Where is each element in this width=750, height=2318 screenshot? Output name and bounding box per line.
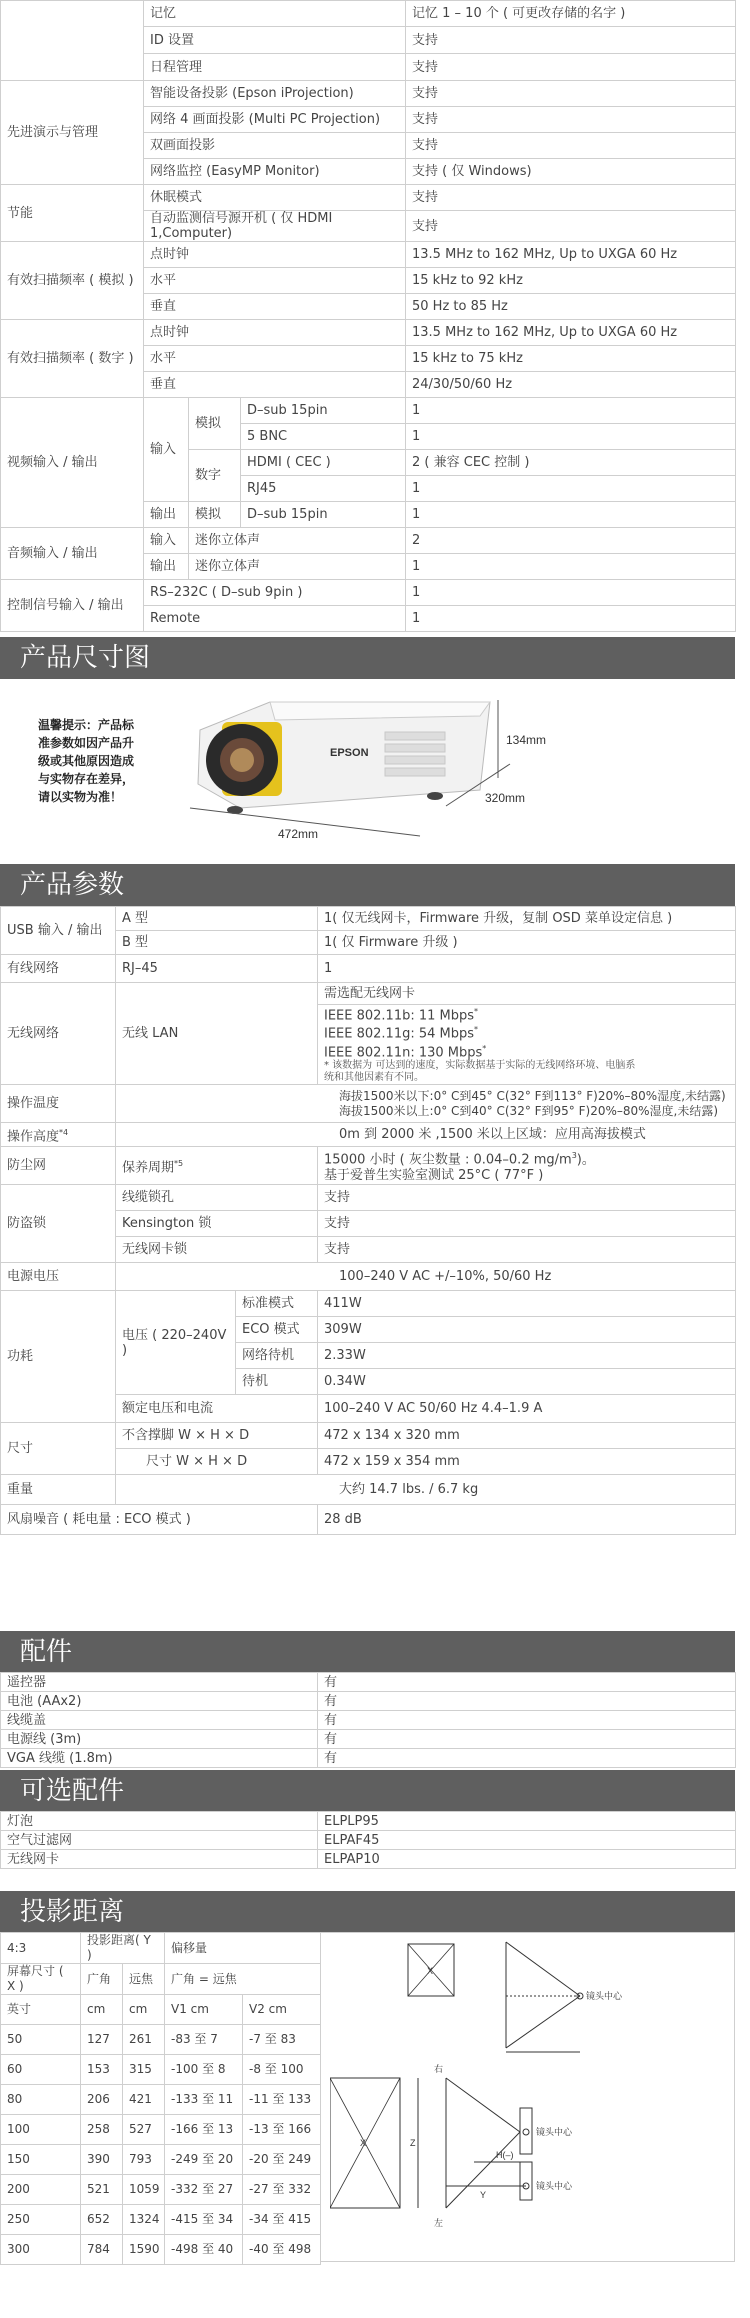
spec-key: 双画面投影	[144, 133, 406, 159]
table-row	[1, 1423, 736, 1449]
section-banner-params: 产品参数	[0, 864, 735, 906]
superscript: 3	[571, 1151, 577, 1161]
spec-key: 垂直	[144, 372, 406, 398]
spec-group: 控制信号输入 / 输出	[1, 580, 144, 632]
spec-group: 音频输入 / 输出	[1, 528, 144, 580]
spec-value: 472 x 134 x 320 mm	[318, 1423, 736, 1449]
spec-value: 支持	[318, 1185, 736, 1211]
table-cell: -415 至 34	[165, 2205, 243, 2235]
table-cell: -100 至 8	[165, 2055, 243, 2085]
table-header: 4:3	[1, 1933, 81, 1964]
table-cell: -133 至 11	[165, 2085, 243, 2115]
spec-value: 支持	[318, 1237, 736, 1263]
spec-key: 灯泡	[1, 1812, 318, 1831]
spec-key: 网络待机	[236, 1343, 318, 1369]
spec-value: 2.33W	[318, 1343, 736, 1369]
section-banner-dimensions: 产品尺寸图	[0, 637, 735, 679]
spec-key: A 型	[116, 907, 318, 931]
spec-key: 垂直	[144, 294, 406, 320]
table-cell: 1324	[123, 2205, 165, 2235]
spec-key: 休眠模式	[144, 185, 406, 211]
spec-key-label: 保养周期	[122, 1160, 175, 1176]
spec-group	[1, 1123, 116, 1147]
table-row	[1, 1673, 736, 1692]
accessories-table	[0, 1672, 736, 1768]
table-cell: -8 至 100	[243, 2055, 321, 2085]
spec-value: 大约 14.7 lbs. / 6.7 kg	[116, 1475, 736, 1505]
footnote: * 该数据为 可达到的速度，实际数据基于实际的无线网络环境、电脑系	[324, 1059, 636, 1071]
spec-key: 无线 LAN	[116, 983, 318, 1085]
spec-key: 点时钟	[144, 320, 406, 346]
table-header: 广角	[81, 1964, 123, 1995]
spec-value: 1	[406, 398, 736, 424]
spec-value: 支持	[406, 27, 736, 54]
spec-value: 28 dB	[318, 1505, 736, 1535]
spec-key: 日程管理	[144, 54, 406, 81]
dimension-tip	[38, 716, 158, 806]
table-row	[1, 1505, 736, 1535]
table-header: 投影距离( Y )	[81, 1933, 165, 1964]
spec-value: 1	[406, 424, 736, 450]
footnote-mark: *5	[174, 1158, 184, 1168]
spec-value: 411W	[318, 1291, 736, 1317]
spec-key: 5 BNC	[241, 424, 406, 450]
spec-key: RS–232C ( D–sub 9pin )	[144, 580, 406, 606]
spec-key: D–sub 15pin	[241, 398, 406, 424]
spec-value: 1( 仅 Firmware 升级 )	[318, 931, 736, 955]
table-cell: 258	[81, 2115, 123, 2145]
spec-group: 功耗	[1, 1291, 116, 1423]
spec-value: 100–240 V AC 50/60 Hz 4.4–1.9 A	[318, 1395, 736, 1423]
spec-value: 支持	[318, 1211, 736, 1237]
table-cell: -11 至 133	[243, 2085, 321, 2115]
spec-group: 有效扫描频率 ( 数字 )	[1, 320, 144, 398]
table-row	[1, 2055, 321, 2085]
table-cell: 793	[123, 2145, 165, 2175]
table-header: 远焦	[123, 1964, 165, 1995]
spec-subgroup: 输出	[144, 502, 189, 528]
table-cell: 421	[123, 2085, 165, 2115]
spec-group: 尺寸	[1, 1423, 116, 1475]
table-row	[1, 907, 736, 931]
spec-key: 自动监测信号源开机 ( 仅 HDMI 1,Computer)	[144, 211, 406, 242]
spec-key	[116, 1147, 318, 1185]
spec-value: 1	[406, 476, 736, 502]
left-label: 左	[434, 2218, 444, 2228]
table-header: 英寸	[1, 1995, 81, 2025]
spec-subgroup: 数字	[189, 450, 241, 502]
table-cell: 521	[81, 2175, 123, 2205]
table-row	[1, 2115, 321, 2145]
brand-logo: EPSON	[330, 747, 369, 759]
spec-key: 迷你立体声	[189, 554, 406, 580]
spec-value: 有	[318, 1673, 736, 1692]
table-row	[1, 1, 736, 27]
spec-value: 13.5 MHz to 162 MHz, Up to UXGA 60 Hz	[406, 320, 736, 346]
table-row	[1, 398, 736, 424]
table-row	[1, 1291, 736, 1317]
spec-group-cell	[1, 1, 144, 81]
tip-line: 准参数如因产品升	[38, 736, 135, 750]
spec-value: 1	[406, 554, 736, 580]
spec-value: 需选配无线网卡	[318, 983, 736, 1005]
x-label: X	[427, 1966, 434, 1976]
h-label: H(–)	[496, 2150, 514, 2160]
spec-group: 操作温度	[1, 1085, 116, 1123]
height-label: 134mm	[506, 733, 547, 747]
wireless-spec-line: IEEE 802.11g: 54 Mbps	[324, 1026, 475, 1042]
spec-value: 支持 ( 仅 Windows)	[406, 159, 736, 185]
spec-key: 线缆盖	[1, 1711, 318, 1730]
table-cell: 390	[81, 2145, 123, 2175]
spec-key: 网络监控 (EasyMP Monitor)	[144, 159, 406, 185]
table-cell: -166 至 13	[165, 2115, 243, 2145]
spec-key: 标准模式	[236, 1291, 318, 1317]
spec-value	[318, 1147, 736, 1185]
spec-value: 支持	[406, 185, 736, 211]
spec-value: 有	[318, 1749, 736, 1768]
spec-group-label: 操作高度	[7, 1129, 60, 1145]
table-row	[1, 1730, 736, 1749]
spec-group: 有效扫描频率 ( 模拟 )	[1, 242, 144, 320]
spec-value: 有	[318, 1730, 736, 1749]
spec-group: 风扇噪音 ( 耗电量 : ECO 模式 )	[1, 1505, 318, 1535]
spec-value: 有	[318, 1692, 736, 1711]
spec-group: 防尘网	[1, 1147, 116, 1185]
spec-key: 空气过滤网	[1, 1831, 318, 1850]
footnote-mark: *4	[59, 1127, 69, 1137]
table-cell: -40 至 498	[243, 2235, 321, 2265]
params-table	[0, 906, 736, 1535]
spec-value: 50 Hz to 85 Hz	[406, 294, 736, 320]
spec-value-text: 15000 小时 ( 灰尘数量 : 0.04–0.2 mg/m	[324, 1152, 572, 1168]
spec-group: USB 输入 / 输出	[1, 907, 116, 955]
table-cell: 206	[81, 2085, 123, 2115]
section-banner-distance: 投影距离	[0, 1891, 735, 1933]
table-row	[1, 1263, 736, 1291]
spec-value: 2 ( 兼容 CEC 控制 )	[406, 450, 736, 476]
spec-value: 13.5 MHz to 162 MHz, Up to UXGA 60 Hz	[406, 242, 736, 268]
table-row	[1, 1692, 736, 1711]
spec-key: D–sub 15pin	[241, 502, 406, 528]
spec-value: 309W	[318, 1317, 736, 1343]
spec-key: RJ–45	[116, 955, 318, 983]
spec-value: 支持	[406, 133, 736, 159]
spec-value: 15 kHz to 75 kHz	[406, 346, 736, 372]
footnote-mark: *	[482, 1043, 487, 1053]
spec-group: 有线网络	[1, 955, 116, 983]
spec-subgroup: 输入	[144, 398, 189, 502]
spec-value-text: )。	[576, 1152, 595, 1168]
spec-key: 输入	[144, 528, 189, 554]
spec-value: 1	[406, 606, 736, 632]
footnote: 统和其他因素有不同。	[324, 1071, 424, 1083]
table-cell: 100	[1, 2115, 81, 2145]
spec-value: 1	[406, 580, 736, 606]
spec-key: 无线网卡	[1, 1850, 318, 1869]
table-header: V1 cm	[165, 1995, 243, 2025]
spec-key: 额定电压和电流	[116, 1395, 318, 1423]
spec-value: 支持	[406, 81, 736, 107]
spec-value: 支持	[406, 211, 736, 242]
spec-key: 电池 (AAx2)	[1, 1692, 318, 1711]
table-cell: 784	[81, 2235, 123, 2265]
spec-value: 2	[406, 528, 736, 554]
table-row	[1, 955, 736, 983]
spec-value: 记忆 1 – 10 个 ( 可更改存储的名字 )	[406, 1, 736, 27]
table-row	[1, 1995, 321, 2025]
spec-value: 支持	[406, 107, 736, 133]
spec-value: 15 kHz to 92 kHz	[406, 268, 736, 294]
spec-value: 支持	[406, 54, 736, 81]
table-row	[1, 1812, 736, 1831]
table-header: 屏幕尺寸 ( X )	[1, 1964, 81, 1995]
table-header: 偏移量	[165, 1933, 321, 1964]
depth-label: 320mm	[485, 791, 526, 805]
table-row	[1, 528, 736, 554]
section-banner-accessories: 配件	[0, 1631, 735, 1673]
table-row	[1, 1085, 736, 1123]
spec-table-top	[0, 0, 736, 632]
footnote-mark: *	[474, 1025, 479, 1035]
lens-center-label: 镜头中心	[586, 1991, 623, 2001]
table-row	[1, 1123, 736, 1147]
spec-key: 记忆	[144, 1, 406, 27]
spec-key: 不含撑脚 W × H × D	[116, 1423, 318, 1449]
spec-value: ELPAF45	[318, 1831, 736, 1850]
spec-key: RJ45	[241, 476, 406, 502]
table-cell: -498 至 40	[165, 2235, 243, 2265]
spec-subgroup: 电压 ( 220–240V )	[116, 1291, 236, 1395]
spec-subgroup: 模拟	[189, 398, 241, 450]
spec-group: 防盗锁	[1, 1185, 116, 1263]
table-cell: 300	[1, 2235, 81, 2265]
spec-key: 智能设备投影 (Epson iProjection)	[144, 81, 406, 107]
width-label: 472mm	[278, 827, 319, 841]
spec-value: 海拔1500米以上:0° C到40° C(32° F到95° F)20%–80%湿度,未结露)	[339, 1103, 719, 1118]
table-cell: -13 至 166	[243, 2115, 321, 2145]
table-cell: 150	[1, 2145, 81, 2175]
spec-key: 电源线 (3m)	[1, 1730, 318, 1749]
spec-value: ELPAP10	[318, 1850, 736, 1869]
table-header: cm	[123, 1995, 165, 2025]
spec-value: 有	[318, 1711, 736, 1730]
projector-dimension-image	[180, 680, 600, 860]
spec-key: B 型	[116, 931, 318, 955]
table-row	[1, 1933, 321, 1964]
spec-key: 待机	[236, 1369, 318, 1395]
spec-key: 线缆锁孔	[116, 1185, 318, 1211]
spec-key: ID 设置	[144, 27, 406, 54]
table-cell: 315	[123, 2055, 165, 2085]
table-header: V2 cm	[243, 1995, 321, 2025]
spec-group: 先进演示与管理	[1, 81, 144, 185]
spec-value: 0.34W	[318, 1369, 736, 1395]
table-cell: 1590	[123, 2235, 165, 2265]
wireless-speeds	[318, 1005, 736, 1085]
table-cell: 1059	[123, 2175, 165, 2205]
spec-key: 网络 4 画面投影 (Multi PC Projection)	[144, 107, 406, 133]
table-row	[1, 983, 736, 1005]
spec-key: 遥控器	[1, 1673, 318, 1692]
table-cell: 527	[123, 2115, 165, 2145]
table-row	[1, 81, 736, 107]
table-cell: 250	[1, 2205, 81, 2235]
tip-line: 级或其他原因造成	[38, 754, 135, 768]
spec-key: HDMI ( CEC )	[241, 450, 406, 476]
lens-center-label: 镜头中心	[536, 2127, 573, 2137]
spec-value: 海拔1500米以下:0° C到45° C(32° F到113° F)20%–80%湿度,未结露)	[339, 1088, 726, 1103]
section-banner-optional: 可选配件	[0, 1770, 735, 1812]
projection-distance-diagram	[330, 1936, 730, 2261]
table-row	[1, 1185, 736, 1211]
spec-group: 无线网络	[1, 983, 116, 1085]
spec-key: 迷你立体声	[189, 528, 406, 554]
table-cell: 50	[1, 2025, 81, 2055]
tip-line: 温馨提示：产品标	[38, 718, 135, 732]
spec-subgroup: 模拟	[189, 502, 241, 528]
table-row	[1, 2235, 321, 2265]
table-row	[1, 2145, 321, 2175]
table-row	[1, 2025, 321, 2055]
spec-value: 0m 到 2000 米 ,1500 米以上区域：应用高海拔模式	[116, 1123, 736, 1147]
spec-key: 水平	[144, 268, 406, 294]
table-cell: -7 至 83	[243, 2025, 321, 2055]
table-row	[1, 2205, 321, 2235]
spec-key: 水平	[144, 346, 406, 372]
table-row	[1, 1147, 736, 1185]
table-cell: -249 至 20	[165, 2145, 243, 2175]
spec-value: 472 x 159 x 354 mm	[318, 1449, 736, 1475]
table-row	[1, 580, 736, 606]
temp-values	[116, 1085, 736, 1123]
spec-group: 视频输入 / 输出	[1, 398, 144, 528]
table-row	[1, 185, 736, 211]
footnote-mark: *	[474, 1007, 479, 1016]
table-row	[1, 320, 736, 346]
spec-group: 节能	[1, 185, 144, 242]
tip-line: 请以实物为准！	[38, 790, 123, 804]
table-cell: -332 至 27	[165, 2175, 243, 2205]
spec-key: 尺寸 W × H × D	[116, 1449, 318, 1475]
spec-value: 1	[406, 502, 736, 528]
table-row	[1, 1711, 736, 1730]
table-row	[1, 1850, 736, 1869]
table-cell: -27 至 332	[243, 2175, 321, 2205]
table-cell: -20 至 249	[243, 2145, 321, 2175]
table-row	[1, 242, 736, 268]
table-cell: 652	[81, 2205, 123, 2235]
table-row	[1, 2085, 321, 2115]
spec-value: ELPLP95	[318, 1812, 736, 1831]
lens-center-label: 镜头中心	[536, 2181, 573, 2191]
table-row	[1, 1964, 321, 1995]
table-cell: 261	[123, 2025, 165, 2055]
table-cell: 127	[81, 2025, 123, 2055]
table-cell: 80	[1, 2085, 81, 2115]
spec-key: 输出	[144, 554, 189, 580]
table-row	[1, 1749, 736, 1768]
spec-value-text: 基于爱普生实验室测试 25°C ( 77°F )	[324, 1167, 544, 1183]
table-row	[1, 1831, 736, 1850]
x-label: X	[360, 2138, 367, 2148]
optional-table	[0, 1811, 736, 1869]
spec-value: 100–240 V AC +/–10%, 50/60 Hz	[116, 1263, 736, 1291]
spec-key: ECO 模式	[236, 1317, 318, 1343]
spec-value: 1( 仅无线网卡，Firmware 升级，复制 OSD 菜单设定信息 )	[318, 907, 736, 931]
spec-group: 电源电压	[1, 1263, 116, 1291]
wireless-spec-line: IEEE 802.11b: 11 Mbps	[324, 1008, 475, 1024]
spec-group: 重量	[1, 1475, 116, 1505]
tip-line: 与实物存在差异，	[38, 772, 135, 786]
wireless-spec-line: IEEE 802.11n: 130 Mbps	[324, 1044, 483, 1060]
table-header: cm	[81, 1995, 123, 2025]
spec-key: Kensington 锁	[116, 1211, 318, 1237]
table-cell: 200	[1, 2175, 81, 2205]
table-row	[1, 1475, 736, 1505]
table-row	[1, 2175, 321, 2205]
table-cell: 153	[81, 2055, 123, 2085]
z-label: Z	[410, 2138, 416, 2148]
table-cell: -83 至 7	[165, 2025, 243, 2055]
table-cell: 60	[1, 2055, 81, 2085]
projector-side	[520, 2162, 532, 2200]
right-label: 右	[434, 2064, 444, 2074]
spec-key: VGA 线缆 (1.8m)	[1, 1749, 318, 1768]
spec-key: Remote	[144, 606, 406, 632]
table-cell: -34 至 415	[243, 2205, 321, 2235]
spec-value: 24/30/50/60 Hz	[406, 372, 736, 398]
spec-value: 1	[318, 955, 736, 983]
spec-key: 点时钟	[144, 242, 406, 268]
projector-side	[520, 2108, 532, 2154]
table-header: 广角 = 远焦	[165, 1964, 321, 1995]
y-label: Y	[480, 2190, 487, 2200]
distance-table	[0, 1932, 321, 2265]
spec-key: 无线网卡锁	[116, 1237, 318, 1263]
